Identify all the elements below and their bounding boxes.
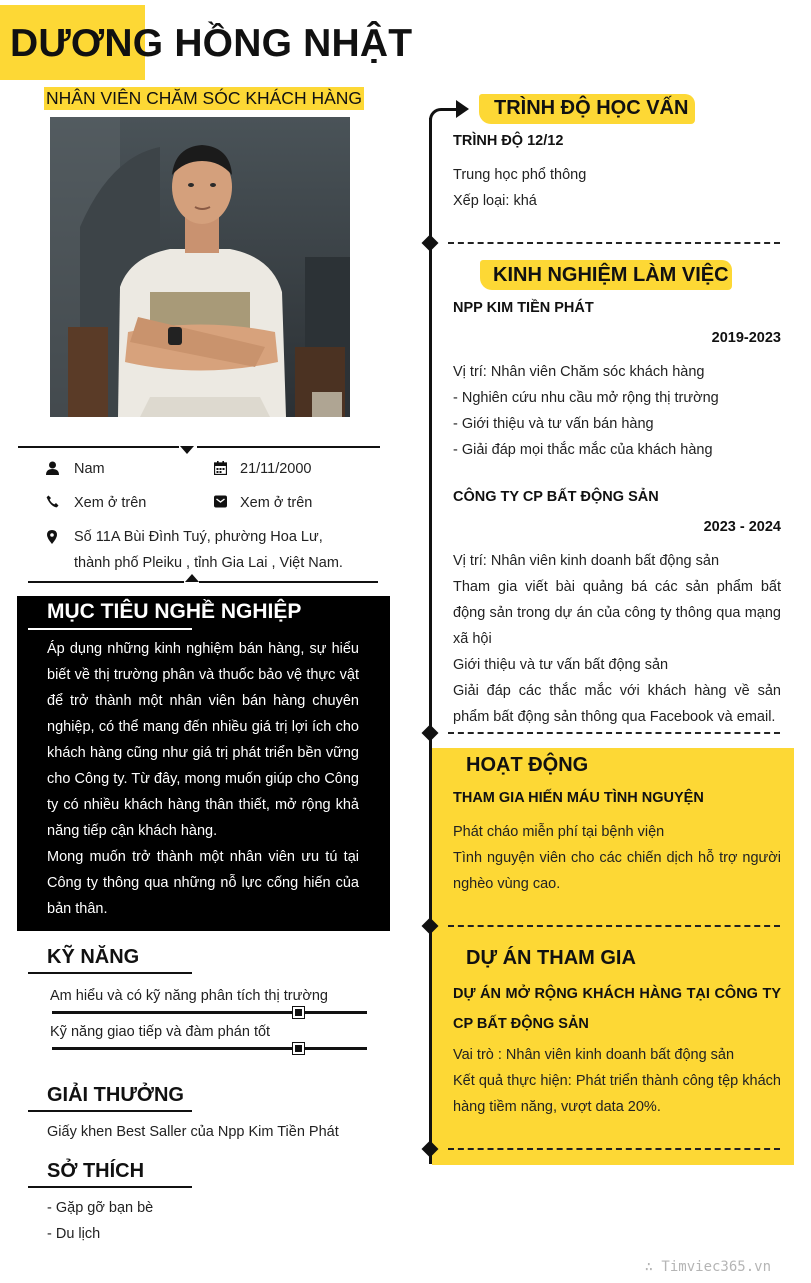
- info-top-rule-right: [197, 446, 380, 448]
- awards-title-rule: [28, 1110, 192, 1112]
- activities-title: HOẠT ĐỘNG: [466, 754, 589, 776]
- timeline-line: [429, 118, 432, 1164]
- user-icon: [46, 461, 60, 475]
- job-line: Giải đáp các thắc mắc với khách hàng về sản phẩm bất động sản thông qua Facebook và email.: [453, 683, 781, 725]
- section-divider: [448, 925, 780, 927]
- job-description: [453, 548, 781, 730]
- job-title: NHÂN VIÊN CHĂM SÓC KHÁCH HÀNG: [46, 88, 363, 108]
- career-goal-body: [47, 636, 359, 922]
- career-goal-paragraph: Áp dụng những kinh nghiệm bán hàng, sự hiểu biết về thị trường phân và thuốc bảo vệ thực vật để trở thành một nhân viên bán hàng chuyên nghiệp, có thể mang đến nhiều giá trị lợi ích cho khách hàng cũng như giá trị phát triển bền vững cho Công ty. Từ đây, mong muốn giúp cho Công ty có nhiều khách hàng thân thiết, mở rộng khả năng tiếp cận khách hàng.: [47, 641, 359, 839]
- address-line-2: thành phố Pleiku , tỉnh Gia Lai , Việt Nam.: [74, 555, 343, 571]
- education-line: Trung học phổ thông: [453, 167, 587, 183]
- info-bottom-marker: [185, 574, 199, 582]
- section-divider: [448, 242, 780, 244]
- job-line: - Nghiên cứu nhu cầu mở rộng thị trường: [453, 390, 719, 406]
- job-period: 2019-2023: [711, 330, 781, 346]
- birthdate-value: 21/11/2000: [240, 461, 312, 477]
- hobbies-title-rule: [28, 1186, 192, 1188]
- project-heading: DỰ ÁN MỞ RỘNG KHÁCH HÀNG TẠI CÔNG TY CP BẤT ĐỘNG SẢN: [453, 986, 781, 1032]
- experience-title: KINH NGHIỆM LÀM VIỆC: [493, 264, 729, 286]
- activity-line: Phát cháo miễn phí tại bệnh viện: [453, 824, 665, 840]
- skill-level-marker: [293, 1007, 304, 1018]
- career-goal-title: MỤC TIÊU NGHỀ NGHIỆP: [47, 600, 302, 623]
- candidate-name: DƯƠNG HỒNG NHẬT: [10, 22, 413, 65]
- job-company: NPP KIM TIỀN PHÁT: [453, 300, 594, 316]
- hobby-item: - Du lịch: [47, 1226, 101, 1242]
- project-line: Vai trò : Nhân viên kinh doanh bất động sản: [453, 1047, 735, 1063]
- gender-value: Nam: [74, 461, 105, 477]
- section-divider: [448, 732, 780, 734]
- activity-heading: THAM GIA HIẾN MÁU TÌNH NGUYỆN: [453, 790, 704, 806]
- skills-title-rule: [28, 972, 192, 974]
- skills-title: KỸ NĂNG: [47, 946, 140, 968]
- envelope-icon: [214, 495, 228, 509]
- phone-value: Xem ở trên: [74, 495, 147, 511]
- job-line: Giới thiệu và tư vấn bất động sản: [453, 657, 669, 673]
- career-goal-paragraph: Mong muốn trở thành một nhân viên ưu tú tại Công ty thông qua những nỗ lực cống hiến của bản thân.: [47, 849, 359, 917]
- map-pin-icon: [47, 530, 61, 544]
- watermark: ∴ Timviec365.vn: [644, 1259, 771, 1275]
- project-line: Kết quả thực hiện: Phát triển thành công tệp khách hàng tiềm năng, vượt data 20%.: [453, 1073, 781, 1115]
- info-bottom-rule-left: [28, 581, 184, 583]
- phone-icon: [46, 495, 60, 509]
- job-line: - Giới thiệu và tư vấn bán hàng: [453, 416, 654, 432]
- email-value: Xem ở trên: [240, 495, 313, 511]
- section-divider: [448, 1148, 780, 1150]
- skill-label: Kỹ năng giao tiếp và đàm phán tốt: [50, 1024, 271, 1040]
- skill-label: Am hiểu và có kỹ năng phân tích thị trường: [50, 988, 328, 1004]
- info-bottom-rule-right: [199, 581, 378, 583]
- award-item: Giấy khen Best Saller của Npp Kim Tiền Phát: [47, 1124, 339, 1140]
- timeline-curve: [429, 108, 457, 122]
- job-period: 2023 - 2024: [703, 519, 781, 535]
- hobby-item: - Gặp gỡ bạn bè: [47, 1200, 154, 1216]
- project-description: [453, 1042, 781, 1120]
- calendar-icon: [214, 461, 228, 475]
- projects-title: DỰ ÁN THAM GIA: [466, 947, 636, 969]
- job-description: [453, 359, 781, 463]
- info-top-marker: [180, 446, 194, 454]
- education-title: TRÌNH ĐỘ HỌC VẤN: [494, 97, 689, 119]
- activity-line: Tình nguyện viên cho các chiến dịch hỗ trợ người nghèo vùng cao.: [453, 850, 781, 892]
- info-top-rule-left: [18, 446, 179, 448]
- timeline-diamond: [422, 235, 439, 252]
- hobbies-title: SỞ THÍCH: [47, 1160, 145, 1182]
- career-goal-title-rule: [28, 628, 192, 630]
- awards-title: GIẢI THƯỞNG: [47, 1084, 184, 1106]
- education-line: Xếp loại: khá: [453, 193, 537, 209]
- skill-level-marker: [293, 1043, 304, 1054]
- job-line: - Giải đáp mọi thắc mắc của khách hàng: [453, 442, 713, 458]
- arrow-right-icon: [456, 100, 469, 118]
- timeline-diamond: [422, 725, 439, 742]
- job-line: Tham gia viết bài quảng bá các sản phẩm bất động sản trong dự án của công ty thông qua mạng xã hội: [453, 579, 781, 647]
- job-line: Vị trí: Nhân viên kinh doanh bất động sản: [453, 553, 720, 569]
- skill-bar: [52, 1047, 367, 1050]
- skill-bar: [52, 1011, 367, 1014]
- activity-description: [453, 819, 781, 897]
- profile-photo: [50, 117, 350, 417]
- job-line: Vị trí: Nhân viên Chăm sóc khách hàng: [453, 364, 705, 380]
- job-company: CÔNG TY CP BẤT ĐỘNG SẢN: [453, 489, 659, 505]
- address-line-1: Số 11A Bùi Đình Tuý, phường Hoa Lư,: [74, 529, 323, 545]
- education-level: TRÌNH ĐỘ 12/12: [453, 133, 564, 149]
